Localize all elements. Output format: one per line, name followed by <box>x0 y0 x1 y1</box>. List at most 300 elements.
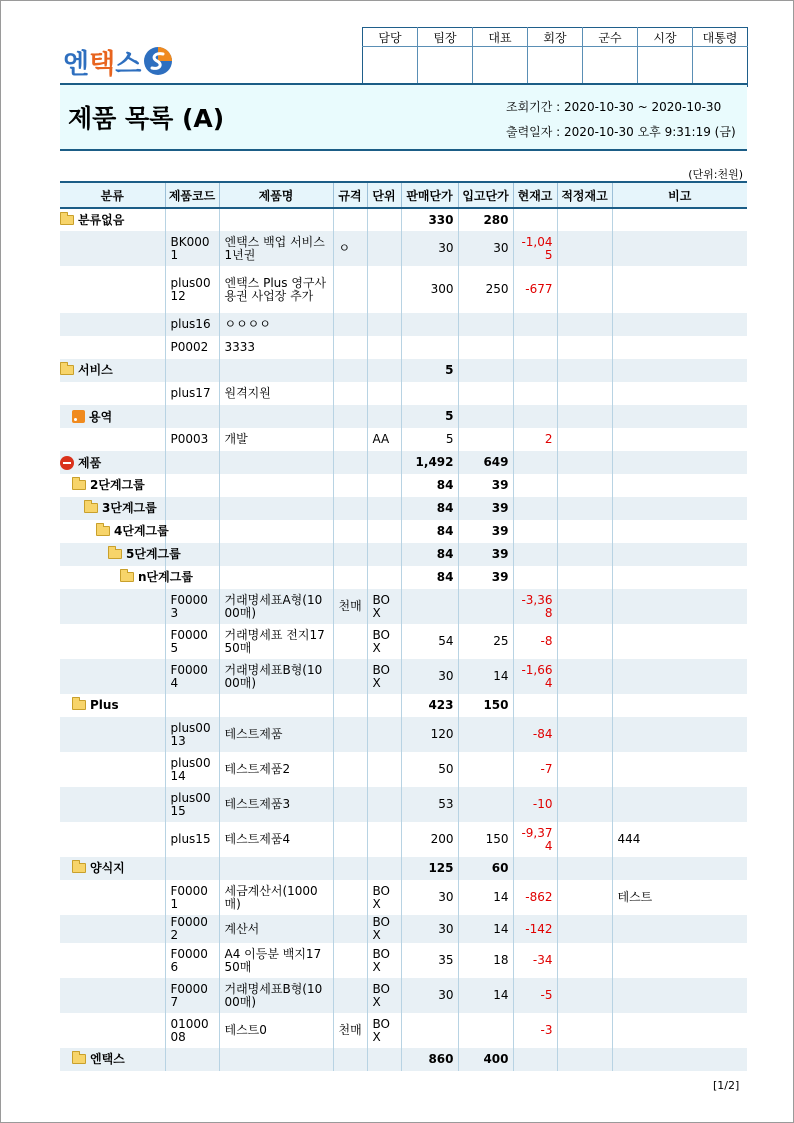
category-cell <box>60 313 165 336</box>
spec-cell <box>333 787 367 822</box>
unit-cell: BOX <box>367 659 401 694</box>
product-code-cell: plus0014 <box>165 752 219 787</box>
stock-cell <box>513 497 557 520</box>
table-row <box>60 336 747 359</box>
stock-cell <box>513 474 557 497</box>
table-row <box>60 787 747 822</box>
proper-stock-cell <box>557 497 612 520</box>
category-cell <box>60 231 165 266</box>
column-header: 규격 <box>333 182 367 208</box>
buy-price-cell <box>458 589 513 624</box>
stock-cell: -3 <box>513 1013 557 1048</box>
group-name-cell <box>60 694 333 717</box>
product-name-cell: 테스트0 <box>219 1013 333 1048</box>
product-name-cell: 거래명세표B형(1000매) <box>219 978 333 1013</box>
note-cell <box>612 1013 747 1048</box>
category-cell <box>60 787 165 822</box>
approval-sign-cell <box>473 47 528 87</box>
buy-price-cell: 39 <box>458 474 513 497</box>
note-cell <box>612 497 747 520</box>
proper-stock-cell <box>557 978 612 1013</box>
buy-price-cell <box>458 336 513 359</box>
table-row <box>60 266 747 313</box>
note-cell <box>612 694 747 717</box>
stock-cell <box>513 359 557 382</box>
sale-price-cell <box>401 1013 458 1048</box>
buy-price-cell: 14 <box>458 880 513 915</box>
stock-cell: -10 <box>513 787 557 822</box>
query-period: 조회기간 : 2020-10-30 ~ 2020-10-30 <box>506 100 722 114</box>
buy-price-cell: 30 <box>458 231 513 266</box>
category-cell <box>60 915 165 943</box>
note-cell <box>612 405 747 428</box>
group-row <box>60 543 747 566</box>
folder-icon <box>96 526 110 536</box>
table-row <box>60 231 747 266</box>
note-cell <box>612 451 747 474</box>
note-cell <box>612 266 747 313</box>
spec-cell <box>333 428 367 451</box>
group-row <box>60 359 747 382</box>
product-name-cell: A4 이등분 백지1750매 <box>219 943 333 978</box>
group-name: 용역 <box>89 409 113 424</box>
proper-stock-cell <box>557 943 612 978</box>
spec-cell <box>333 474 367 497</box>
group-row <box>60 694 747 717</box>
column-header: 비고 <box>612 182 747 208</box>
stock-cell <box>513 313 557 336</box>
proper-stock-cell <box>557 208 612 231</box>
sale-price-cell: 300 <box>401 266 458 313</box>
group-name: 엔택스 <box>90 1052 125 1066</box>
page-indicator: [1/2] <box>713 1079 740 1092</box>
buy-price-cell: 18 <box>458 943 513 978</box>
page-title: 제품 목록 (A) <box>68 104 225 133</box>
buy-price-cell: 14 <box>458 659 513 694</box>
group-name-cell <box>60 451 333 474</box>
unit-cell <box>367 336 401 359</box>
spec-cell: 천매 <box>333 589 367 624</box>
product-name-cell: 엔택스 백업 서비스 1년권 <box>219 231 333 266</box>
category-cell <box>60 1013 165 1048</box>
category-cell <box>60 624 165 659</box>
proper-stock-cell <box>557 589 612 624</box>
group-name-cell <box>60 497 333 520</box>
unit-cell <box>367 787 401 822</box>
proper-stock-cell <box>557 880 612 915</box>
product-name-cell: 테스트제품4 <box>219 822 333 857</box>
sale-price-cell: 54 <box>401 624 458 659</box>
note-cell <box>612 231 747 266</box>
buy-price-cell <box>458 787 513 822</box>
product-code-cell: F00007 <box>165 978 219 1013</box>
proper-stock-cell <box>557 694 612 717</box>
note-cell: 테스트 <box>612 880 747 915</box>
spec-cell <box>333 405 367 428</box>
buy-price-cell: 39 <box>458 566 513 589</box>
approval-label: 담당 <box>363 28 418 47</box>
category-cell <box>60 943 165 978</box>
table-row <box>60 659 747 694</box>
proper-stock-cell <box>557 624 612 659</box>
group-name-cell <box>60 543 333 566</box>
buy-price-cell: 14 <box>458 978 513 1013</box>
group-name-cell <box>60 405 333 428</box>
note-cell <box>612 520 747 543</box>
sale-price-cell: 84 <box>401 543 458 566</box>
sale-price-cell: 30 <box>401 915 458 943</box>
stock-cell: -677 <box>513 266 557 313</box>
spec-cell <box>333 915 367 943</box>
note-cell: 444 <box>612 822 747 857</box>
stock-cell <box>513 405 557 428</box>
column-header: 입고단가 <box>458 182 513 208</box>
sale-price-cell: 120 <box>401 717 458 752</box>
folder-icon <box>72 700 86 710</box>
group-name-cell <box>60 520 333 543</box>
spec-cell <box>333 943 367 978</box>
stock-cell <box>513 336 557 359</box>
unit-cell: BOX <box>367 589 401 624</box>
sale-price-cell: 5 <box>401 405 458 428</box>
stock-cell <box>513 543 557 566</box>
proper-stock-cell <box>557 659 612 694</box>
table-row <box>60 589 747 624</box>
category-cell <box>60 752 165 787</box>
approval-label: 군수 <box>583 28 638 47</box>
unit-cell <box>367 474 401 497</box>
buy-price-cell <box>458 405 513 428</box>
unit-cell <box>367 520 401 543</box>
product-code-cell: F00005 <box>165 624 219 659</box>
stop-icon <box>60 456 74 470</box>
buy-price-cell <box>458 752 513 787</box>
company-logo <box>63 41 173 81</box>
approval-label: 대표 <box>473 28 528 47</box>
table-row <box>60 1013 747 1048</box>
buy-price-cell <box>458 359 513 382</box>
rss-icon <box>72 410 85 423</box>
buy-price-cell: 39 <box>458 543 513 566</box>
product-name-cell: 엔택스 Plus 영구사용권 사업장 추가 <box>219 266 333 313</box>
unit-cell: BOX <box>367 915 401 943</box>
approval-sign-cell <box>638 47 693 87</box>
column-header: 단위 <box>367 182 401 208</box>
approval-label: 대통령 <box>693 28 748 47</box>
spec-cell <box>333 659 367 694</box>
sale-price-cell: 5 <box>401 359 458 382</box>
sale-price-cell: 423 <box>401 694 458 717</box>
buy-price-cell: 39 <box>458 497 513 520</box>
proper-stock-cell <box>557 382 612 405</box>
proper-stock-cell <box>557 231 612 266</box>
proper-stock-cell <box>557 1048 612 1071</box>
buy-price-cell: 150 <box>458 822 513 857</box>
approval-sign-cell <box>693 47 748 87</box>
group-name-cell <box>60 474 333 497</box>
stock-cell <box>513 566 557 589</box>
sale-price-cell: 84 <box>401 474 458 497</box>
approval-label: 회장 <box>528 28 583 47</box>
group-name: Plus <box>90 698 119 712</box>
buy-price-cell: 150 <box>458 694 513 717</box>
approval-sign-cell <box>528 47 583 87</box>
proper-stock-cell <box>557 1013 612 1048</box>
folder-icon <box>72 863 86 873</box>
group-name-cell <box>60 359 333 382</box>
category-cell <box>60 382 165 405</box>
approval-sign-cell <box>583 47 638 87</box>
proper-stock-cell <box>557 915 612 943</box>
buy-price-cell: 14 <box>458 915 513 943</box>
category-cell <box>60 266 165 313</box>
table-row <box>60 624 747 659</box>
spec-cell <box>333 1048 367 1071</box>
product-code-cell: BK0001 <box>165 231 219 266</box>
stock-cell: -142 <box>513 915 557 943</box>
unit-cell <box>367 231 401 266</box>
unit-cell <box>367 1048 401 1071</box>
proper-stock-cell <box>557 822 612 857</box>
sale-price-cell: 30 <box>401 978 458 1013</box>
stock-cell <box>513 208 557 231</box>
unit-label: (단위:천원) <box>688 168 743 181</box>
group-row <box>60 857 747 880</box>
unit-cell <box>367 313 401 336</box>
column-header: 제품코드 <box>165 182 219 208</box>
product-name-cell: 원격지원 <box>219 382 333 405</box>
unit-cell <box>367 208 401 231</box>
note-cell <box>612 566 747 589</box>
product-name-cell: 3333 <box>219 336 333 359</box>
table-row <box>60 717 747 752</box>
stock-cell: -7 <box>513 752 557 787</box>
group-name: 서비스 <box>78 363 113 377</box>
spec-cell <box>333 208 367 231</box>
sale-price-cell: 200 <box>401 822 458 857</box>
sale-price-cell <box>401 382 458 405</box>
spec-cell <box>333 359 367 382</box>
sale-price-cell <box>401 336 458 359</box>
proper-stock-cell <box>557 451 612 474</box>
approval-sign-cell <box>418 47 473 87</box>
stock-cell <box>513 694 557 717</box>
group-name: n단계그룹 <box>138 570 193 584</box>
sale-price-cell: 84 <box>401 520 458 543</box>
sale-price-cell: 53 <box>401 787 458 822</box>
sale-price-cell: 84 <box>401 566 458 589</box>
note-cell <box>612 943 747 978</box>
spec-cell <box>333 717 367 752</box>
stock-cell: -84 <box>513 717 557 752</box>
note-cell <box>612 752 747 787</box>
group-row <box>60 497 747 520</box>
column-header: 제품명 <box>219 182 333 208</box>
group-name: 분류없음 <box>78 212 125 227</box>
stock-cell: -34 <box>513 943 557 978</box>
stock-cell: -1,045 <box>513 231 557 266</box>
product-name-cell: 거래명세표B형(1000매) <box>219 659 333 694</box>
stock-cell <box>513 520 557 543</box>
group-row <box>60 208 747 231</box>
unit-cell <box>367 857 401 880</box>
unit-cell <box>367 717 401 752</box>
buy-price-cell: 25 <box>458 624 513 659</box>
note-cell <box>612 428 747 451</box>
stock-cell: -8 <box>513 624 557 659</box>
sale-price-cell: 35 <box>401 943 458 978</box>
column-header: 분류 <box>60 182 165 208</box>
category-cell <box>60 717 165 752</box>
group-row <box>60 451 747 474</box>
note-cell <box>612 659 747 694</box>
proper-stock-cell <box>557 405 612 428</box>
product-code-cell: plus0013 <box>165 717 219 752</box>
unit-cell <box>367 405 401 428</box>
buy-price-cell: 39 <box>458 520 513 543</box>
note-cell <box>612 474 747 497</box>
product-name-cell: 개발 <box>219 428 333 451</box>
note-cell <box>612 717 747 752</box>
approval-label: 팀장 <box>418 28 473 47</box>
folder-icon <box>72 480 86 490</box>
product-code-cell: plus15 <box>165 822 219 857</box>
note-cell <box>612 336 747 359</box>
unit-cell <box>367 359 401 382</box>
product-name-cell: 계산서 <box>219 915 333 943</box>
spec-cell <box>333 266 367 313</box>
product-name-cell: 거래명세표 전지1750매 <box>219 624 333 659</box>
note-cell <box>612 978 747 1013</box>
proper-stock-cell <box>557 313 612 336</box>
proper-stock-cell <box>557 717 612 752</box>
unit-cell <box>367 451 401 474</box>
spec-cell <box>333 566 367 589</box>
product-code-cell: plus0015 <box>165 787 219 822</box>
sale-price-cell: 125 <box>401 857 458 880</box>
group-name: 2단계그룹 <box>90 478 145 492</box>
product-code-cell: plus17 <box>165 382 219 405</box>
unit-cell <box>367 266 401 313</box>
product-code-cell: F00002 <box>165 915 219 943</box>
sale-price-cell: 30 <box>401 659 458 694</box>
spec-cell: 천매 <box>333 1013 367 1048</box>
category-cell <box>60 880 165 915</box>
spec-cell <box>333 382 367 405</box>
group-name: 제품 <box>78 455 102 470</box>
spec-cell <box>333 313 367 336</box>
spec-cell <box>333 978 367 1013</box>
table-row <box>60 915 747 943</box>
spec-cell <box>333 624 367 659</box>
product-table <box>60 181 747 1071</box>
category-cell <box>60 336 165 359</box>
note-cell <box>612 313 747 336</box>
note-cell <box>612 382 747 405</box>
approval-box <box>362 27 748 87</box>
stock-cell: -9,374 <box>513 822 557 857</box>
sale-price-cell: 50 <box>401 752 458 787</box>
product-code-cell: P0002 <box>165 336 219 359</box>
spec-cell <box>333 497 367 520</box>
sale-price-cell: 1,492 <box>401 451 458 474</box>
sale-price-cell: 30 <box>401 231 458 266</box>
category-cell <box>60 589 165 624</box>
proper-stock-cell <box>557 359 612 382</box>
buy-price-cell <box>458 1013 513 1048</box>
folder-icon <box>72 1054 86 1064</box>
unit-cell <box>367 566 401 589</box>
unit-cell: AA <box>367 428 401 451</box>
group-name: 양식지 <box>90 861 125 875</box>
unit-cell <box>367 694 401 717</box>
unit-cell <box>367 497 401 520</box>
group-name-cell <box>60 566 333 589</box>
table-row <box>60 978 747 1013</box>
folder-icon <box>108 549 122 559</box>
stock-cell: -862 <box>513 880 557 915</box>
unit-cell: BOX <box>367 978 401 1013</box>
title-bar <box>60 83 747 151</box>
column-header: 판매단가 <box>401 182 458 208</box>
table-row <box>60 752 747 787</box>
table-row <box>60 382 747 405</box>
spec-cell <box>333 543 367 566</box>
stock-cell: -5 <box>513 978 557 1013</box>
note-cell <box>612 787 747 822</box>
product-name-cell: 테스트제품3 <box>219 787 333 822</box>
proper-stock-cell <box>557 543 612 566</box>
spec-cell: ㅇ <box>333 231 367 266</box>
product-name-cell: 테스트제품2 <box>219 752 333 787</box>
proper-stock-cell <box>557 428 612 451</box>
note-cell <box>612 359 747 382</box>
product-name-cell: 세금계산서(1000매) <box>219 880 333 915</box>
column-header: 적정재고 <box>557 182 612 208</box>
table-row <box>60 880 747 915</box>
product-name-cell: ㅇㅇㅇㅇ <box>219 313 333 336</box>
stock-cell <box>513 451 557 474</box>
buy-price-cell: 649 <box>458 451 513 474</box>
proper-stock-cell <box>557 566 612 589</box>
sale-price-cell: 330 <box>401 208 458 231</box>
product-code-cell: F00001 <box>165 880 219 915</box>
buy-price-cell: 60 <box>458 857 513 880</box>
note-cell <box>612 589 747 624</box>
folder-icon <box>84 503 98 513</box>
buy-price-cell <box>458 717 513 752</box>
buy-price-cell <box>458 428 513 451</box>
buy-price-cell: 280 <box>458 208 513 231</box>
proper-stock-cell <box>557 336 612 359</box>
sale-price-cell: 860 <box>401 1048 458 1071</box>
note-cell <box>612 915 747 943</box>
proper-stock-cell <box>557 520 612 543</box>
group-name: 3단계그룹 <box>102 501 157 515</box>
group-row <box>60 474 747 497</box>
stock-cell: -3,368 <box>513 589 557 624</box>
note-cell <box>612 1048 747 1071</box>
spec-cell <box>333 880 367 915</box>
stock-cell <box>513 382 557 405</box>
buy-price-cell: 400 <box>458 1048 513 1071</box>
table-row <box>60 428 747 451</box>
spec-cell <box>333 857 367 880</box>
approval-label: 시장 <box>638 28 693 47</box>
group-name: 5단계그룹 <box>126 547 181 561</box>
spec-cell <box>333 451 367 474</box>
spec-cell <box>333 520 367 543</box>
